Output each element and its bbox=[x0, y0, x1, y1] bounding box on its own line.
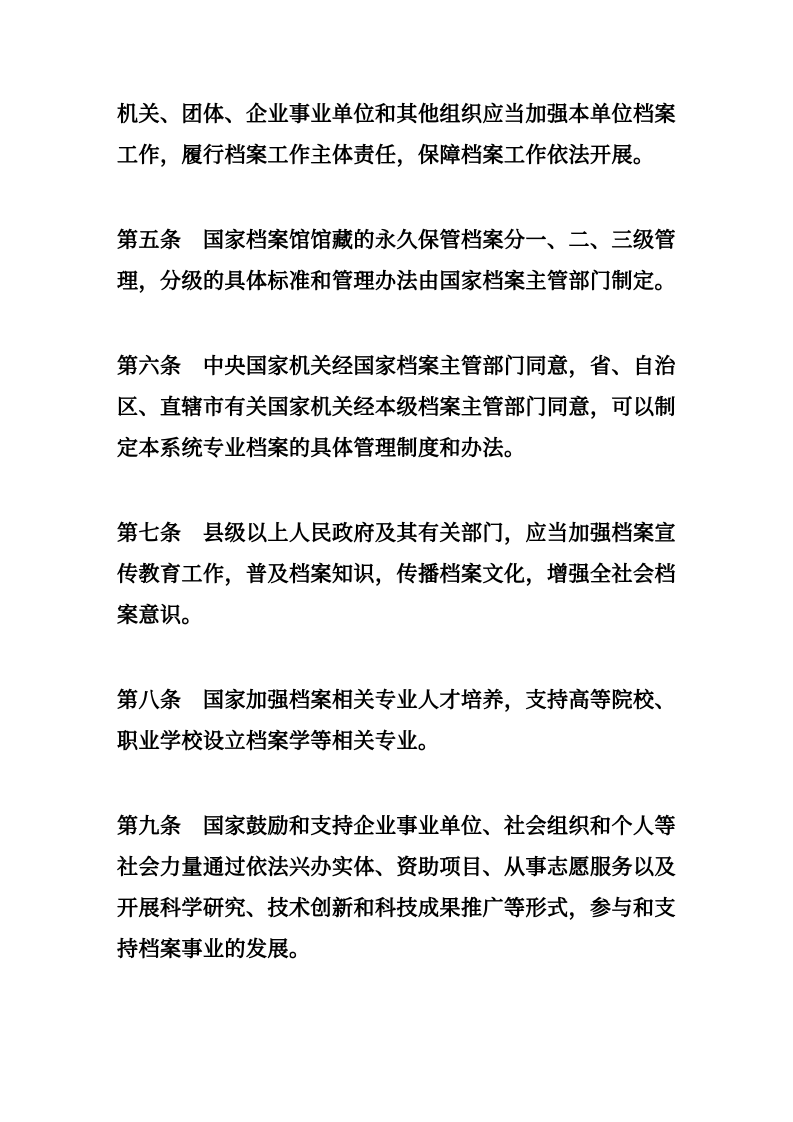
paragraph-article-6: 第六条 中央国家机关经国家档案主管部门同意，省、自治区、直辖市有关国家机关经本级档案主管部门同意，可以制定本系统专业档案的具体管理制度和办法。 bbox=[117, 355, 676, 460]
paragraph-article-5: 第五条 国家档案馆馆藏的永久保管档案分一、二、三级管理，分级的具体标准和管理办法由国家档案主管部门制定。 bbox=[117, 229, 676, 293]
paragraph-article-7: 第七条 县级以上人民政府及其有关部门，应当加强档案宣传教育工作，普及档案知识，传播档案文化，增强全社会档案意识。 bbox=[117, 522, 676, 627]
paragraph-continuation: 机关、团体、企业事业单位和其他组织应当加强本单位档案工作，履行档案工作主体责任，保障档案工作依法开展。 bbox=[117, 103, 676, 167]
paragraph-article-8: 第八条 国家加强档案相关专业人才培养，支持高等院校、职业学校设立档案学等相关专业。 bbox=[117, 689, 676, 753]
paragraph-article-9: 第九条 国家鼓励和支持企业事业单位、社会组织和个人等社会力量通过依法兴办实体、资助项目、从事志愿服务以及开展科学研究、技术创新和科技成果推广等形式，参与和支持档案事业的发展。 bbox=[117, 815, 676, 961]
